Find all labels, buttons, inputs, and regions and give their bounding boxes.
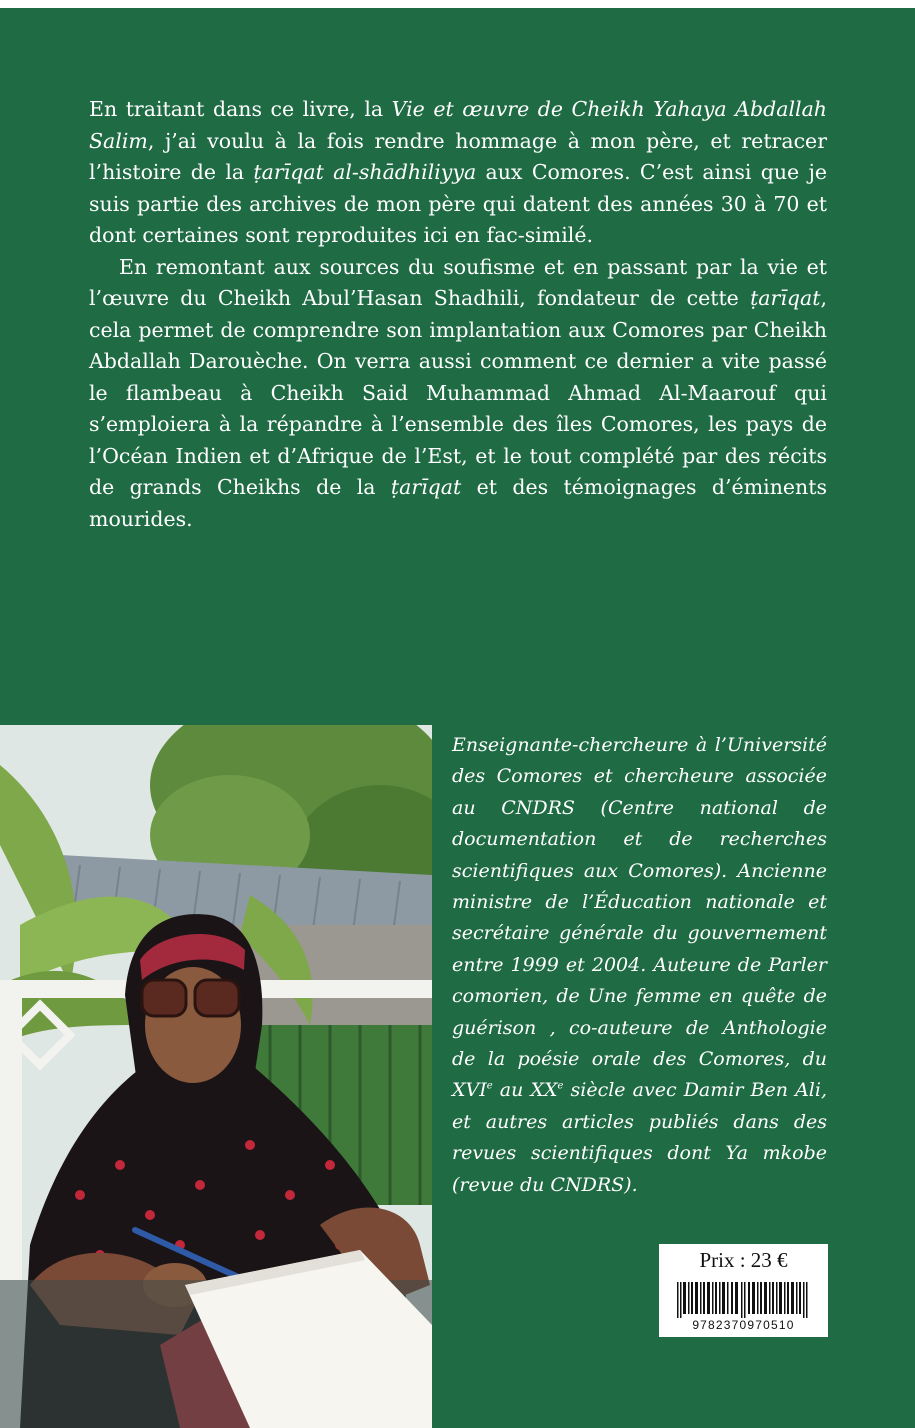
blurb-paragraph-1 [89,94,827,252]
blurb-text: , j’ai voulu à la fois rendre hommage à mon père, et retracer l’histoire de la [89,128,827,184]
back-cover [0,8,915,1428]
book-title-italic: Vie et œuvre de Cheikh Yahaya Abdallah Salim [89,97,827,153]
blurb-text: et des témoignages d’éminents mourides. [89,475,827,531]
blurb-paragraph-2 [89,252,827,536]
bio-text: siècle avec Damir Ben Ali, et autres articles publiés dans des revues scientifiques dont Ya mkobe (revue du CNDRS). [452,1079,827,1196]
bio-text: Enseignante-chercheure à l’Université des Comores et chercheure associée au CNDRS (Centre national de documentation et de recherches scientifiques aux Comores). Ancienne ministre de l’Éducation nationale et secrétaire générale du gouvernement entre 1999 et 2004. Auteure de Parler comorien, de Une femme en quête de guérison , co-auteure de Anthologie de la poésie orale des Comores, du XVI [452,734,827,1102]
tariqat-term-italic: ṭarīqat al-shādhiliyya [253,160,477,184]
blurb-text: , cela permet de comprendre son implantation aux Comores par Cheikh Abdallah Darouèche. On verra aussi comment ce dernier a vite passé le flambeau à Cheikh Said Muhammad Ahmad Al-Maarouf qui s’emploiera à la répandre à l’ensemble des îles Comores, les pays de l’Océan Indien et d’Afrique de l’Est, et le tout complété par des récits de grands Cheikhs de la [89,286,827,499]
price-label: Prix : 23 € [699,1248,788,1272]
blurb-text: En traitant dans ce livre, la [89,97,392,121]
isbn-number: 9782370970510 [692,1318,795,1332]
barcode-icon [677,1282,810,1318]
blurb-text: aux Comores. C’est ainsi que je suis partie des archives de mon père qui datent des années 30 à 70 et dont certaines sont reproduites ici en fac-similé. [89,160,827,247]
tariqat-term-italic: ṭarīqat [390,475,462,499]
bio-superscript: e [486,1081,493,1093]
blurb-text: En remontant aux sources du soufisme et en passant par la vie et l’œuvre du Cheikh Abul’Hasan Shadhili, fondateur de cette [89,254,827,310]
author-photo [0,725,432,1428]
tariqat-term-italic: ṭarīqat [750,286,821,310]
author-bio [452,730,827,1201]
book-blurb [89,94,827,535]
bio-superscript: e [557,1081,564,1093]
bio-text: au XX [492,1079,558,1102]
price-barcode-box [659,1244,828,1337]
